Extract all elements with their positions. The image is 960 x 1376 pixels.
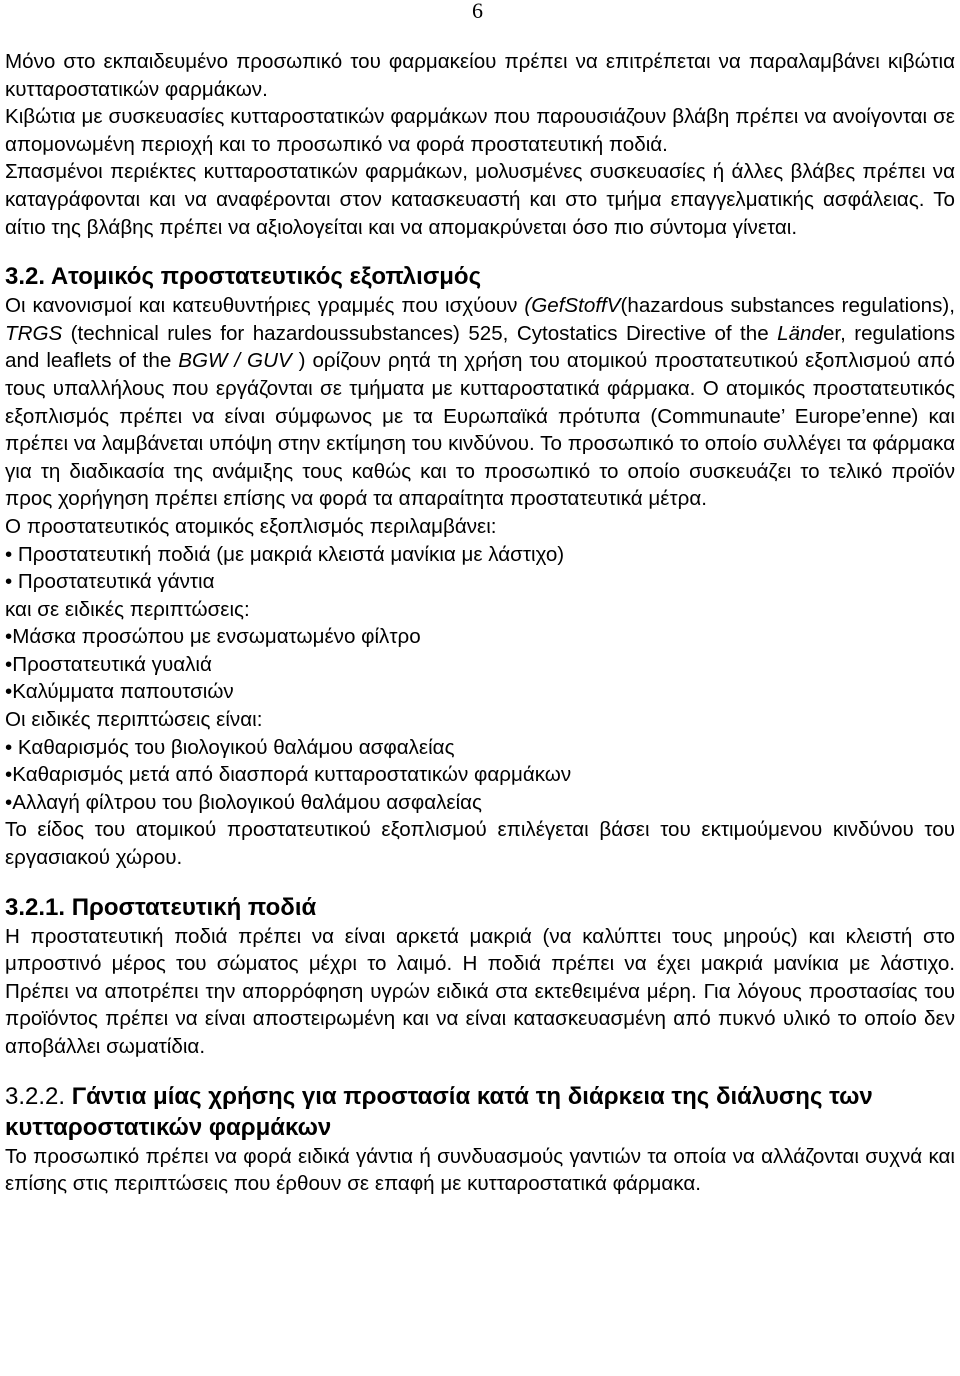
special-cases-intro: και σε ειδικές περιπτώσεις: [5,597,250,621]
list-item: •Μάσκα προσώπου με ενσωματωμένο φίλτρο [5,625,421,649]
paragraph-equipment-choice: Το είδος του ατομικού προστατευτικού εξοπλισμού επιλέγεται βάσει του εκτιμούμενου κινδύνου του εργασιακού χώρου. [5,818,955,870]
section-heading-3-2 [5,261,955,292]
text-run: ) ορίζουν ρητά τη χρήση του ατομικού προστατευτικού εξοπλισμού από τους υπαλλήλους που εργάζονται σε τμήματα με κυτταροστατικά φάρμακα. Ο ατομικός προστατευτικός εξοπλισμός πρέπει να είναι σύμφωνος με τα Ευρωπαϊκά πρότυπα (Communaute’ Europe’enne) και πρέπει να λαμβάνεται υπόψη στην εκτίμηση του κινδύνου. Το προσωπικό το οποίο συλλέγει τα φάρμακα για τη διαδικασία της ανάμιξης τους καθώς και το προσωπικό το οποίο συσκευάζει το τελικό προϊόν προς χορήγηση πρέπει επίσης να φορά τα απαραίτητα προστατευτικά μέτρα. [5,349,955,511]
list-item: •Αλλαγή φίλτρου του βιολογικού θαλάμου ασφαλείας [5,790,482,814]
list-item: •Καθαρισμός μετά από διασπορά κυτταροστατικών φαρμάκων [5,763,572,787]
italic-run: BGW / GUV [178,349,292,373]
paragraph-apron: Η προστατευτική ποδιά πρέπει να είναι αρκετά μακριά (να καλύπτει τους μηρούς) και κλειστή στο μπροστινό μέρος του σώματος μέχρι το λαιμό. Η ποδιά πρέπει να έχει μακριά μανίκια με λάστιχο. Πρέπει να αποτρέπει την απορρόφηση υγρών ειδικά στα εκτεθειμένα μέρη. Για λόγους προστασίας του προϊόντος πρέπει να είναι αποστειρωμένη και να είναι κατασκευασμένη από πυκνό υλικό το οποίο δεν αποβάλλει σωματίδια. [5,924,955,1058]
section-title: Προστατευτική ποδιά [71,893,317,921]
text-run: (technical rules for hazardoussubstances) 525, Cytostatics Directive of the [62,321,778,345]
section-heading-3-2-2 [5,1081,955,1143]
section-title: Ατομικός προστατευτικός εξοπλισμός [50,263,482,291]
section-heading-3-2-1 [5,892,955,923]
paragraph-gloves: Το προσωπικό πρέπει να φορά ειδικά γάντια ή συνδυασμούς γαντιών τα οποία να αλλάζονται συχνά και επίσης στις περιπτώσεις που έρθουν σε επαφή με κυτταροστατικά φάρμακα. [5,1144,955,1196]
paragraph-broken-containers: Σπασμένοι περιέκτες κυτταροστατικών φαρμάκων, μολυσμένες συσκευασίες ή άλλες βλάβες πρέπει να καταγράφονται και να αναφέρονται στον κατασκευαστή και στο τμήμα επαγγελματικής ασφάλειας. Το αίτιο της βλάβης πρέπει να αξιολογείται και να απομακρύνεται όσο πιο σύντομα γίνεται. [5,160,955,239]
text-run: er, regulations and leaflets of the [5,321,955,373]
paragraph-regulations [5,292,955,513]
text-run: Οι κανονισμοί και κατευθυντήριες γραμμές που ισχύουν [5,294,525,318]
list-item: • Προστατευτικά γάντια [5,570,215,594]
text-run: (hazardous substances regulations), [620,294,955,318]
list-item: •Καλύμματα παπουτσιών [5,680,234,704]
section-number: 3.2.2. [5,1082,66,1110]
document-body [5,48,955,1198]
italic-run: TRGS [5,321,63,345]
list-item: • Προστατευτική ποδιά (με μακριά κλειστά μανίκια με λάστιχο) [5,542,565,566]
list-item: •Προστατευτικά γυαλιά [5,652,212,676]
page-number: 6 [472,0,483,23]
paragraph-pharmacy-staff: Μόνο στο εκπαιδευμένο προσωπικό του φαρμακείου πρέπει να επιτρέπεται να παραλαμβάνει κιβώτια κυτταροστατικών φαρμάκων. [5,50,955,101]
section-number: 3.2. [5,263,46,291]
italic-run: (GefStoffV [524,294,621,318]
section-title: Γάντια μίας χρήσης για προστασία κατά τη διάρκεια της διάλυσης των κυτταροστατικών φαρμάκων [5,1082,873,1141]
italic-run: Länd [777,321,823,345]
cases-intro: Οι ειδικές περιπτώσεις είναι: [5,708,263,732]
list-item: • Καθαρισμός του βιολογικού θαλάμου ασφαλείας [5,735,455,759]
paragraph-damaged-boxes: Κιβώτια με συσκευασίες κυτταροστατικών φαρμάκων που παρουσιάζουν βλάβη πρέπει να ανοίγονται σε απομονωμένη περιοχή και το προσωπικό να φορά προστατευτική ποδιά. [5,105,955,156]
equipment-intro: Ο προστατευτικός ατομικός εξοπλισμός περιλαμβάνει: [5,514,497,538]
section-number: 3.2.1. [5,893,66,921]
